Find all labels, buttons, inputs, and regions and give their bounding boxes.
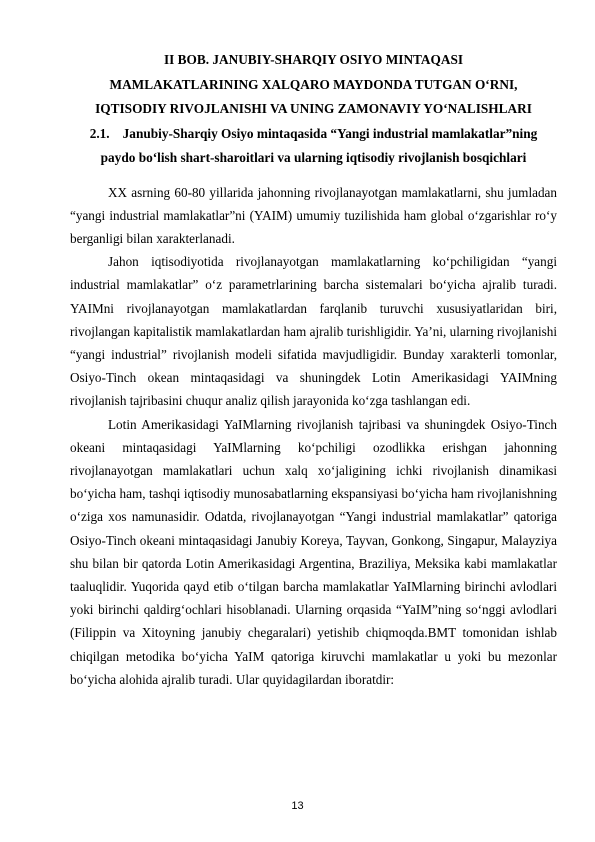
- paragraph-3: Lotin Amerikasidagi YaIMlarning rivojlanish tajribasi va shuningdek Osiyo-Tinch okeani mintaqasidagi YaIMlarning ko‘pchiligi ozodlikka erishgan jahonning rivojlanayotgan mamlakatlari uchun xalq xo‘jaligining ichki rivojlanish dinamikasi bo‘yicha ham, tashqi iqtisodiy munosabatlarning ekspansiyasi bo‘yicha ham rivojlanishning o‘ziga xos namunasidir. Odatda, rivojlanayotgan “Yangi industrial mamlakatlar” qatoriga Osiyo-Tinch okeani mintaqasidagi Janubiy Koreya, Tayvan, Gonkong, Singapur, Malayziya shu bilan bir qatorda Lotin Amerikasidagi Argentina, Braziliya, Meksika kabi mamlakatlar taaluqlidir. Yuqorida qayd etib o‘tilgan barcha mamlakatlar YaIMlarning birinchi avlodlari yoki birinchi qaldirg‘ochlari hisoblanadi. Ularning orqasida “YaIM”ning so‘nggi avlodlari (Filippin va Xitoyning janubiy chegaralari) yetishib chiqmoqda.BMT tomonidan ishlab chiqilgan metodika bo‘yicha YaIM qatoriga kiruvchi mamlakatlar u yoki bu mezonlar bo‘yicha alohida ajralib turadi. Ular quyidagilardan iboratdir:: [70, 416, 557, 687]
- section-number: 2.1.: [89, 125, 110, 141]
- section-title-text: Janubiy-Sharqiy Osiyo mintaqasida “Yangi industrial mamlakatlar”ning: [122, 125, 538, 141]
- paragraph-2: Jahon iqtisodiyotida rivojlanayotgan mamlakatlarning ko‘pchiligidan “yangi industrial mamlakatlar” o‘z parametrlarining barcha sistemalari bo‘yicha ajralib turadi. YAIMni rivojlanayotgan mamlakatlardan farqlanib turuvchi xususiyatlaridan biri, rivojlangan kapitalistik mamlakatlardan ham ajralib turishligidir. Ya’ni, ularning rivojlanishi “yangi industrial” rivojlanish modeli sifatida mavjudligidir. Bunday xarakterli tomonlar, Osiyo-Tinch okean mintaqasidagi va shuningdek Lotin Amerikasidagi YAIMning rivojlanish tajribasini chuqur analiz qilish jarayonida ko‘zga tashlangan edi.: [70, 254, 557, 409]
- page-content: [70, 48, 557, 691]
- chapter-title-line-3: IQTISODIY RIVOJLANISHI VA UNING ZAMONAVIY YO‘NALISHLARI: [95, 101, 532, 116]
- chapter-title-line-2: MAMLAKATLARINING XALQARO MAYDONDA TUTGAN O‘RNI,: [109, 76, 518, 92]
- section-title-line-2: paydo bo‘lish shart-sharoitlari va ularning iqtisodiy rivojlanish bosqichlari: [100, 150, 527, 165]
- chapter-title-line-1: II BOB. JANUBIY-SHARQIY OSIYO MINTAQASI: [163, 52, 464, 67]
- page-number: 13: [291, 800, 304, 812]
- paragraph-1: XX asrning 60-80 yillarida jahonning rivojlanayotgan mamlakatlarni, shu jumladan “yangi industrial mamlakatlar”ni (YAIM) umumiy tuzilishida ham global o‘zgarishlar ro‘y berganligi bilan xarakterlanadi.: [70, 184, 557, 246]
- section-title-line-1: [70, 122, 557, 147]
